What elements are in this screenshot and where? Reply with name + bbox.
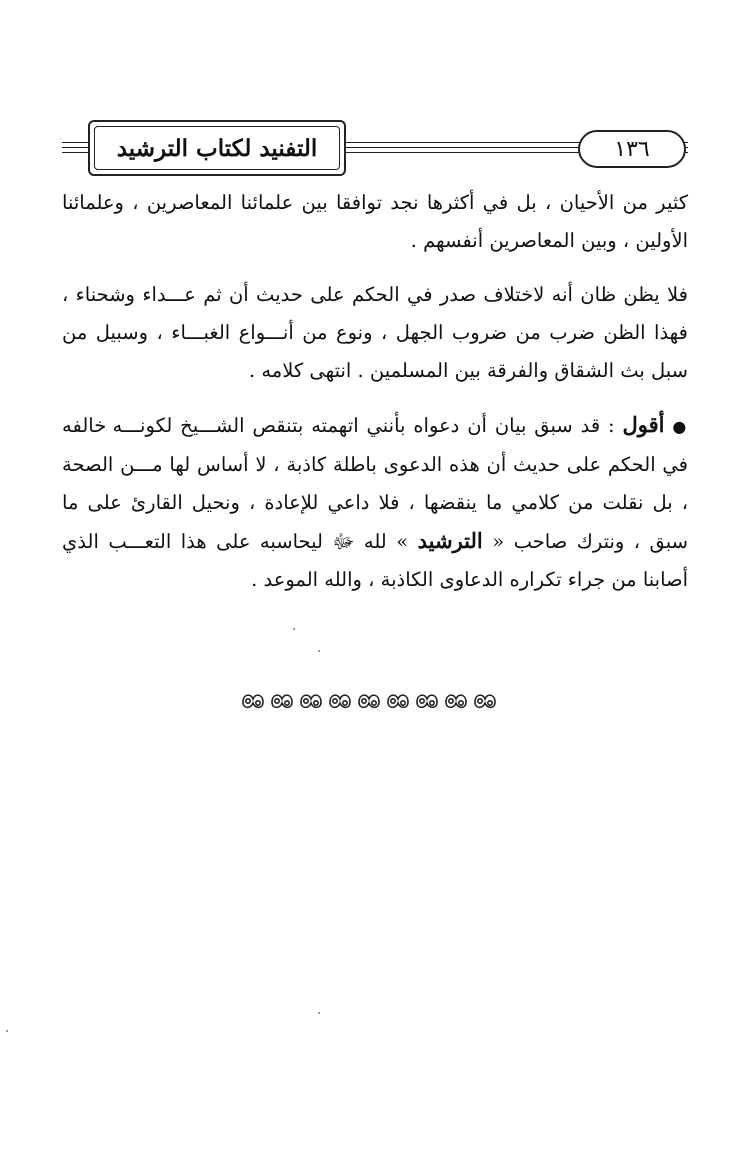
text-line: الذي أصابنا من جراء تكراره الدعاوى الكاذبة ، والله الموعد .	[62, 530, 688, 591]
text-line: فلا يظن ظان أنه لاختلاف صدر في الحكم على حديث أن ثم عـــداء	[142, 283, 688, 306]
page-number: ١٣٦	[578, 130, 686, 168]
paragraph-3	[62, 406, 688, 599]
bullet-icon: ●	[672, 417, 688, 436]
text-line: الصحة ، بل نقلت من كلامي ما ينقضها ، فلا داعي للإعادة ، ونحيل القارئ	[62, 453, 688, 514]
text-line: الأولين ، وبين المعاصرين أنفسهم .	[410, 229, 688, 252]
lead-word: أقول	[622, 412, 665, 437]
title-frame	[88, 120, 346, 176]
text-line: خالفه في الحكم على حديث أن هذه الدعوى باطلة كاذبة ، لا أساس لها مـــن	[62, 414, 688, 476]
page-header	[62, 120, 688, 178]
scan-speck	[318, 1012, 320, 1014]
ornament-divider-icon	[240, 688, 502, 714]
text-line: على ما سبق ، ونترك صاحب «	[62, 491, 689, 553]
scan-speck	[6, 1030, 8, 1032]
text-line: كثير من الأحيان ، بل في أكثرها نجد توافقا بين علمائنا المعاصرين ، وعلمائنا	[62, 191, 688, 214]
text-line: وشحناء ، فهذا الظن ضرب من ضروب الجهل ، ونوع من أنـــواع الغبـــاء ،	[62, 283, 688, 344]
quoted-title: الترشيد	[417, 528, 483, 553]
scan-speck	[293, 628, 295, 630]
paragraph-2	[62, 276, 688, 390]
running-title: التفنيد لكتاب الترشيد	[94, 126, 340, 170]
page-body	[62, 184, 688, 599]
paragraph-1	[62, 184, 688, 260]
text-line: : قد سبق بيان أن دعواه بأنني اتهمته بتنقص الشـــيخ لكونـــه	[112, 414, 615, 437]
scan-speck	[318, 650, 320, 652]
text-line: وسبيل من سبل بث الشقاق والفرقة بين المسلمين . انتهى كلامه .	[62, 321, 688, 382]
text-line: » لله ﷻ ليحاسبه على هذا التعـــب	[108, 530, 418, 553]
